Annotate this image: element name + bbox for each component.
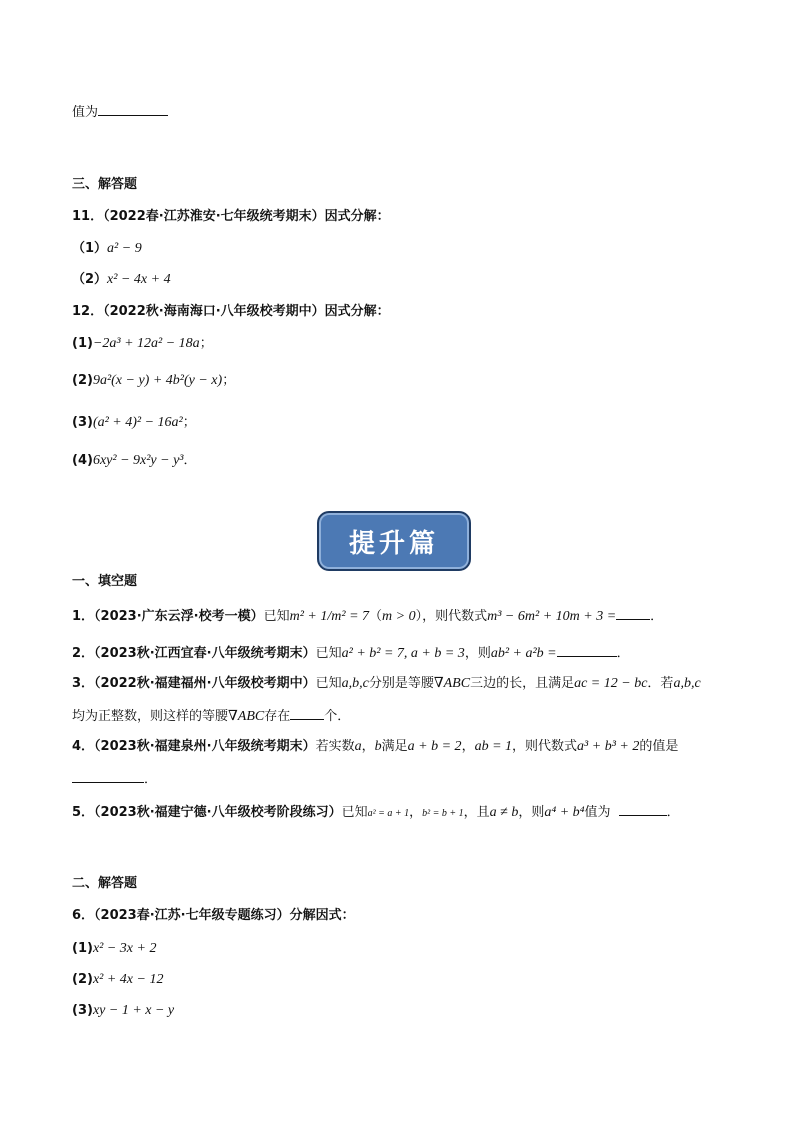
answer-blank[interactable] (616, 606, 650, 620)
question-11-stem: 11．（2022春·江苏淮安·七年级统考期末）因式分解： (72, 209, 390, 224)
text: 分别是等腰 (368, 676, 434, 691)
question-source: 4．（2023秋·福建泉州·八年级统考期末） (72, 739, 316, 754)
part-number: (3) (72, 1003, 93, 1018)
text: 已知 (263, 609, 290, 624)
text: ．若 (647, 676, 674, 691)
part-number: (1) (72, 336, 93, 351)
math-expression: m³ − 6m² + 10m + 3 = (487, 609, 617, 624)
math-expression: a ≠ b (489, 805, 519, 820)
punctuation: ． (650, 609, 664, 624)
math-expression: b (374, 739, 382, 754)
math-expression: x² − 3x + 2 (92, 941, 157, 956)
answer-blank[interactable] (290, 706, 324, 720)
punctuation: ． (666, 805, 680, 820)
text: 均为正整数，则这样的等腰 (72, 709, 229, 724)
math-expression: a² = a + 1 (367, 808, 410, 819)
text: 个． (324, 709, 351, 724)
text: 的值是 (639, 739, 679, 754)
part-number: (4) (72, 453, 93, 468)
part-number: (2) (72, 373, 93, 388)
punctuation: ； (199, 336, 213, 351)
math-expression: a² + b² = 7, a + b = 3 (341, 646, 465, 661)
advanced-section-banner (317, 511, 471, 571)
question-5 (72, 802, 680, 823)
question-1 (72, 606, 663, 626)
math-expression: a³ + b³ + 2 (577, 739, 640, 754)
math-expression: ac = 12 − bc (574, 676, 648, 691)
question-4-continued (72, 769, 157, 789)
math-expression: a + b = 2 (407, 739, 462, 754)
question-11-part-2 (72, 271, 171, 289)
text: ），则代数式 (415, 609, 488, 624)
text: 若实数 (315, 739, 355, 754)
math-expression: m > 0 (382, 609, 416, 624)
math-expression: ∇ABC (433, 676, 471, 691)
previous-question-tail (72, 102, 168, 122)
part-number: （2） (72, 272, 108, 287)
question-6-stem: 6．（2023春·江苏·七年级专题练习）分解因式： (72, 908, 355, 923)
section-heading-2: 二、解答题 (72, 876, 138, 891)
punctuation: ． (616, 646, 630, 661)
answer-blank[interactable] (72, 769, 144, 783)
text: ，且 (463, 805, 490, 820)
answer-blank[interactable] (98, 102, 168, 116)
math-expression: a (354, 739, 362, 754)
math-expression: x² − 4x + 4 (107, 272, 171, 287)
math-expression: a⁴ + b⁴ (544, 805, 585, 820)
question-source: 5．（2023秋·福建宁德·八年级校考阶段练习） (72, 805, 342, 820)
math-expression: ∇ABC (228, 709, 265, 724)
punctuation: ． (144, 772, 158, 787)
question-3 (72, 675, 701, 693)
tail-text: 值为 (72, 105, 99, 120)
text: ， (461, 739, 475, 754)
text: ，则 (518, 805, 545, 820)
punctuation: ； (182, 415, 196, 430)
question-11-part-1 (72, 240, 142, 258)
part-number: (1) (72, 941, 93, 956)
question-3-continued (72, 706, 350, 726)
part-number: (3) (72, 415, 93, 430)
text: ， (361, 739, 375, 754)
section-heading-3: 三、解答题 (72, 177, 138, 192)
math-expression: 9a²(x − y) + 4b²(y − x) (92, 373, 223, 388)
question-12-part-3 (72, 414, 196, 432)
question-2 (72, 643, 630, 663)
question-source: 2．（2023秋·江西宜春·八年级统考期末） (72, 646, 316, 661)
text: 存在 (264, 709, 291, 724)
text: 已知 (315, 646, 342, 661)
punctuation: ． (183, 453, 197, 468)
text: 三边的长，且满足 (470, 676, 575, 691)
question-12-part-1 (72, 335, 213, 353)
question-source: 3．（2022秋·福建福州·八年级校考期中） (72, 676, 316, 691)
math-expression: −2a³ + 12a² − 18a (92, 336, 200, 351)
text: 已知 (315, 676, 342, 691)
question-12-part-4 (72, 452, 197, 470)
text: （ (369, 609, 383, 624)
text: ， (409, 805, 423, 820)
math-expression: m² + 1/m² = 7 (289, 609, 370, 624)
math-expression: xy − 1 + x − y (92, 1003, 175, 1018)
math-expression: 6xy² − 9x²y − y³ (92, 453, 184, 468)
question-4 (72, 738, 678, 756)
math-expression: x² + 4x − 12 (92, 972, 164, 987)
math-expression: b² = b + 1 (422, 808, 464, 819)
text: ，则 (464, 646, 491, 661)
math-expression: (a² + 4)² − 16a² (92, 415, 183, 430)
question-6-part-1 (72, 940, 156, 958)
question-12-part-2 (72, 372, 235, 390)
question-source: 1．（2023·广东云浮·校考一模） (72, 609, 264, 624)
text: 值为 (584, 805, 611, 820)
question-6-part-2 (72, 971, 163, 989)
math-expression: ab = 1 (474, 739, 513, 754)
part-number: （1） (72, 241, 108, 256)
banner-label: 提升篇 (348, 528, 439, 559)
math-expression: a² − 9 (107, 241, 142, 256)
math-expression: ab² + a²b = (490, 646, 557, 661)
text: 满足 (381, 739, 408, 754)
text: ，则代数式 (512, 739, 578, 754)
punctuation: ； (222, 373, 236, 388)
question-12-stem: 12．（2022秋·海南海口·八年级校考期中）因式分解： (72, 304, 390, 319)
part-number: (2) (72, 972, 93, 987)
text: 已知 (341, 805, 368, 820)
answer-blank[interactable] (557, 643, 617, 657)
math-expression: a,b,c (341, 676, 369, 691)
section-heading-1: 一、填空题 (72, 574, 138, 589)
question-6-part-3 (72, 1002, 174, 1020)
math-expression: a,b,c (673, 676, 701, 691)
answer-blank[interactable] (619, 802, 667, 816)
